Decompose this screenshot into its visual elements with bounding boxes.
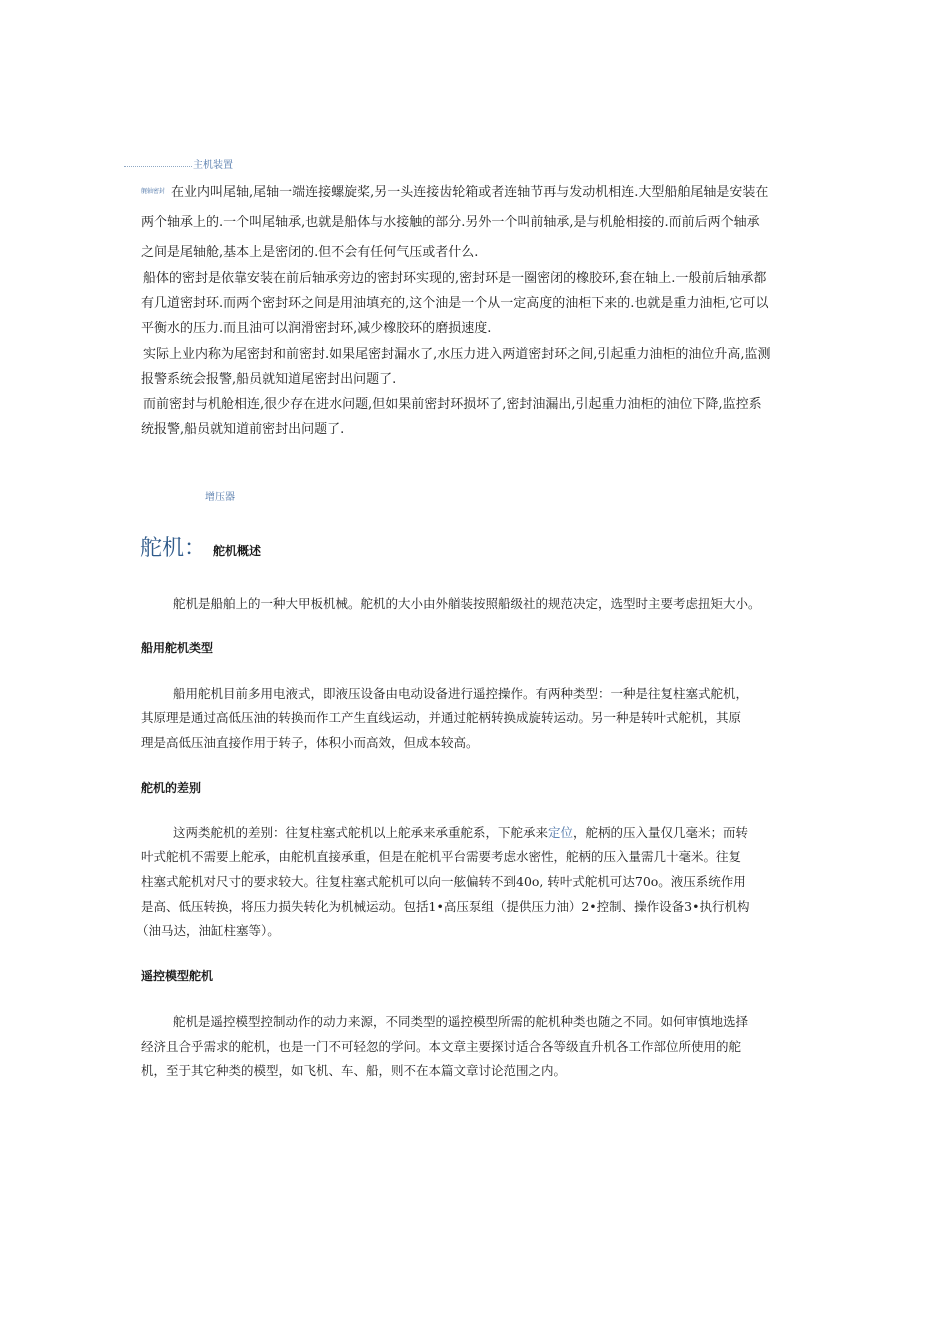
sec3-line-4: （油马达，油缸柱塞等）。 <box>136 923 280 938</box>
s1-line-7: 报警系统会报警,船员就知道尾密封出问题了. <box>141 372 397 387</box>
sec3-line-0-pre: 这两类舵机的差别：往复柱塞式舵机以上舵承来承重舵系，下舵承来 <box>173 825 549 840</box>
sec4-line-1: 经济且合乎需求的舵机，也是一门不可轻忽的学问。本文章主要探讨适合各等级直升机各工作部位所使用的舵 <box>141 1039 742 1054</box>
sec3-line-2: 柱塞式舵机对尺寸的要求较大。往复柱塞式舵机可以向一舷偏转不到40o, 转叶式舵机可达70o。液压系统作用 <box>141 874 746 889</box>
sec2-line-0: 船用舵机目前多用电液式，即液压设备由电动设备进行遥控操作。有两种类型：一种是往复柱塞式舵机， <box>173 686 749 701</box>
s1-line-3: 船体的密封是依靠安装在前后轴承旁边的密封环实现的,密封环是一圈密闭的橡胶环,套在轴上.一般前后轴承都 <box>143 271 767 286</box>
section-heading-differences: 舵机的差别 <box>141 781 202 795</box>
s1-line-1: 两个轴承上的.一个叫尾轴承,也就是船体与水接触的部分.另外一个叫前轴承,是与机舱相接的.而前后两个轴承 <box>141 215 760 230</box>
link-main-engine[interactable]: 主机装置 <box>193 160 233 171</box>
link-positioning[interactable]: 定位 <box>548 825 574 840</box>
s1-line-9: 统报警,船员就知道前密封出问题了. <box>141 422 345 437</box>
section-subtitle: 舵机概述 <box>213 544 262 558</box>
s1-line-8: 而前密封与机舱相连,很少存在进水问题,但如果前密封环损坏了,密封油漏出,引起重力油柜的油位下降,监控系 <box>143 397 762 412</box>
link-turbocharger[interactable]: 增压器 <box>205 492 235 503</box>
page-title: 舵机： <box>140 536 207 561</box>
tiny-label-shaft-seal: 艉轴密封 <box>141 188 166 195</box>
s1-line-2: 之间是尾轴舱,基本上是密闭的.但不会有任何气压或者什么. <box>141 245 479 260</box>
section-heading-types: 船用舵机类型 <box>141 641 214 655</box>
sec4-line-2: 机，至于其它种类的模型，如飞机、车、船，则不在本篇文章讨论范围之内。 <box>141 1063 567 1078</box>
s1-line-0: 在业内叫尾轴,尾轴一端连接螺旋桨,另一头连接齿轮箱或者连轴节再与发动机相连.大型船舶尾轴是安装在 <box>171 185 769 200</box>
s1-line-5: 平衡水的压力.而且油可以润滑密封环,减少橡胶环的磨损速度. <box>141 321 492 336</box>
sec3-line-0-post: ，舵柄的压入量仅几毫米；而转 <box>573 825 749 840</box>
section-heading-rc-servo: 遥控模型舵机 <box>141 969 214 983</box>
sec2-line-1: 其原理是通过高低压油的转换而作工产生直线运动，并通过舵柄转换成旋转运动。另一种是转叶式舵机，其原 <box>141 710 742 725</box>
sec4-line-0: 舵机是遥控模型控制动作的动力来源，不同类型的遥控模型所需的舵机种类也随之不同。如何审慎地选择 <box>173 1014 749 1029</box>
sec3-line-3: 是高、低压转换，将压力损失转化为机械运动。包括1•高压泵组（提供压力油）2•控制、操作设备3•执行机构 <box>141 899 750 914</box>
s1-line-6: 实际上业内称为尾密封和前密封.如果尾密封漏水了,水压力进入两道密封环之间,引起重力油柜的油位升高,监测 <box>143 347 771 362</box>
intro-line: 舵机是船舶上的一种大甲板机械。舵机的大小由外艏装按照船级社的规范决定，选型时主要考虑扭矩大小。 <box>173 596 761 611</box>
s1-line-4: 有几道密封环.而两个密封环之间是用油填充的,这个油是一个从一定高度的油柜下来的.也就是重力油柜,它可以 <box>141 296 769 311</box>
leader-line <box>124 166 192 167</box>
sec2-line-2: 理是高低压油直接作用于转子，体积小而高效，但成本较高。 <box>141 735 479 750</box>
sec3-line-1: 叶式舵机不需要上舵承，由舵机直接承重，但是在舵机平台需要考虑水密性，舵柄的压入量需几十毫米。往复 <box>141 849 742 864</box>
sec3-line-0 <box>173 825 748 841</box>
